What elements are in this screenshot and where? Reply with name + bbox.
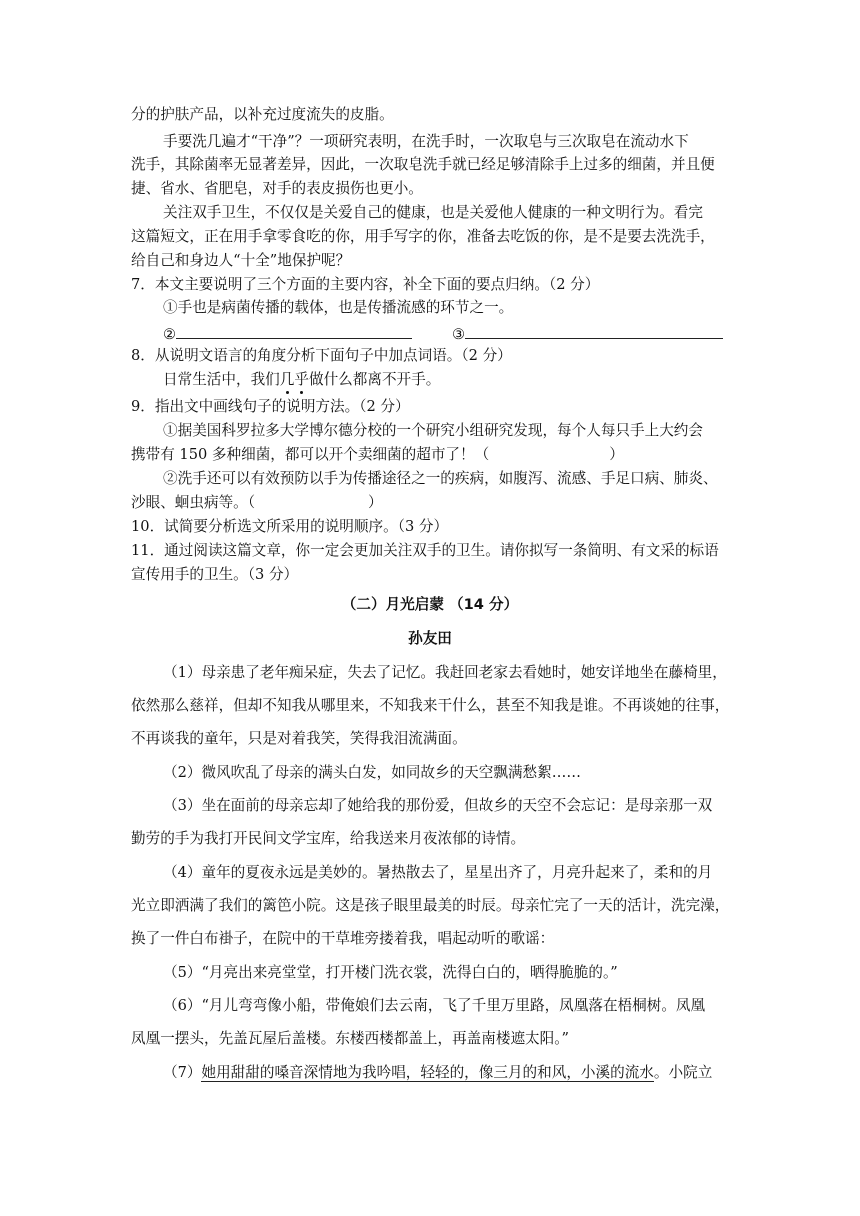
question-7-stem: 7．本文主要说明了三个方面的主要内容，补全下面的要点归纳。（2 分）: [131, 276, 600, 293]
dotted-word: 几: [279, 371, 295, 388]
question-8-stem: 8．从说明文语言的角度分析下面句子中加点词语。（2 分）: [131, 347, 512, 364]
paragraph-number: （7）: [163, 1064, 202, 1081]
paragraph-line: （1）母亲患了老年痴呆症，失去了记忆。我赶回老家去看她时，她安详地坐在藤椅里，: [163, 664, 727, 681]
paragraph-line: （4）童年的夏夜永远是美妙的。暑热散去了，星星出齐了，月亮升起来了，柔和的月: [163, 864, 713, 881]
paragraph-line: 手要洗几遍才“干净”？一项研究表明，在洗手时，一次取皂与三次取皂在流动水下: [163, 133, 689, 150]
paragraph-line: 换了一件白布褂子，在院中的干草堆旁搂着我，唱起动听的歌谣：: [131, 930, 555, 947]
answer-blank[interactable]: [176, 323, 412, 339]
paragraph-line: （3）坐在面前的母亲忘却了她给我的那份爱，但故乡的天空不会忘记：是母亲那一双: [163, 797, 713, 814]
paragraph-line: 依然那么慈祥，但却不知我从哪里来，不知我来干什么，甚至不知我是谁。不再谈她的往事，: [131, 697, 730, 714]
question-8-sentence: [163, 371, 440, 389]
item-3-marker: ③: [452, 326, 466, 343]
question-11-stem: 11．通过阅读这篇文章，你一定会更加关注双手的卫生。请你拟写一条简明、有文采的标语: [131, 542, 719, 559]
author-name: 孙友田: [408, 630, 452, 647]
sentence-text: 携带有 150 多种细菌，都可以开个卖细菌的超市了！（: [131, 446, 490, 463]
question-9-sentence-2-cont: [131, 494, 383, 512]
close-paren: ）: [609, 446, 624, 463]
paragraph-line: 分的护肤产品，以补充过度流失的皮脂。: [131, 106, 394, 123]
paragraph-line: （2）微风吹乱了母亲的满头白发，如同故乡的天空飘满愁絮……: [163, 764, 581, 781]
sentence-text: 。小院立: [653, 1064, 713, 1081]
dotted-word: 乎: [294, 371, 309, 388]
paragraph-line: 这篇短文，正在用手拿零食吃的你，用手写字的你，准备去吃饭的你，是不是要去洗洗手，: [131, 228, 715, 245]
paragraph-line: 不再谈我的童年，只是对着我笑，笑得我泪流满面。: [131, 730, 467, 747]
question-9-stem: 9．指出文中画线句子的说明方法。（2 分）: [131, 398, 410, 415]
question-9-sentence-1-cont: [131, 446, 624, 464]
sentence-text: 日常生活中，我们: [163, 371, 280, 388]
close-paren: ）: [368, 494, 383, 511]
question-11-stem-cont: 宣传用手的卫生。（3 分）: [131, 566, 299, 583]
answer-blank[interactable]: [465, 323, 723, 339]
underlined-sentence: 她用甜甜的嗓音深情地为我吟唱，轻轻的，像三月的和风，小溪的流水: [201, 1064, 654, 1081]
sentence-text: 做什么都离不开手。: [308, 371, 441, 388]
sentence-text: 沙眼、蛔虫病等。（: [131, 494, 256, 511]
question-7-item-3: [452, 323, 723, 344]
paragraph-line: 洗手，其除菌率无显著差异，因此，一次取皂洗手就已经足够清除手上过多的细菌，并且便: [131, 156, 715, 173]
question-7-item-2: [163, 323, 412, 344]
question-10-stem: 10．试简要分析选文所采用的说明顺序。（3 分）: [131, 518, 449, 535]
paragraph-line: [163, 1064, 712, 1082]
section-title: （二）月光启蒙 （14 分）: [341, 596, 519, 613]
paragraph-line: 关注双手卫生，不仅仅是关爱自己的健康，也是关爱他人健康的一种文明行为。看完: [163, 204, 703, 221]
question-9-sentence-2: ②洗手还可以有效预防以手为传播途径之一的疾病，如腹泻、流感、手足口病、肺炎、: [163, 470, 718, 487]
paragraph-line: 光立即洒满了我们的篱笆小院。这是孩子眼里最美的时辰。母亲忙完了一天的活计，洗完澡，: [131, 897, 730, 914]
paragraph-line: （5）“月亮出来亮堂堂，打开楼门洗衣裳，洗得白白的，晒得脆脆的。”: [163, 964, 618, 981]
paragraph-line: （6）“月儿弯弯像小船，带俺娘们去云南，飞了千里万里路，凤凰落在梧桐树。凤凰: [163, 997, 706, 1014]
paragraph-line: 给自己和身边人“十全”地保护呢？: [131, 252, 351, 269]
question-7-item-1: ①手也是病菌传播的载体，也是传播流感的环节之一。: [163, 299, 514, 316]
paragraph-line: 凤凰一摆头，先盖瓦屋后盖楼。东楼西楼都盖上，再盖南楼遮太阳。”: [131, 1030, 569, 1047]
paragraph-line: 勤劳的手为我打开民间文学宝库，给我送来月夜浓郁的诗情。: [131, 830, 526, 847]
item-2-marker: ②: [163, 326, 177, 343]
paragraph-line: 捷、省水、省肥皂，对手的表皮损伤也更小。: [131, 180, 423, 197]
question-9-sentence-1: ①据美国科罗拉多大学博尔德分校的一个研究小组研究发现，每个人每只手上大约会: [163, 422, 703, 439]
